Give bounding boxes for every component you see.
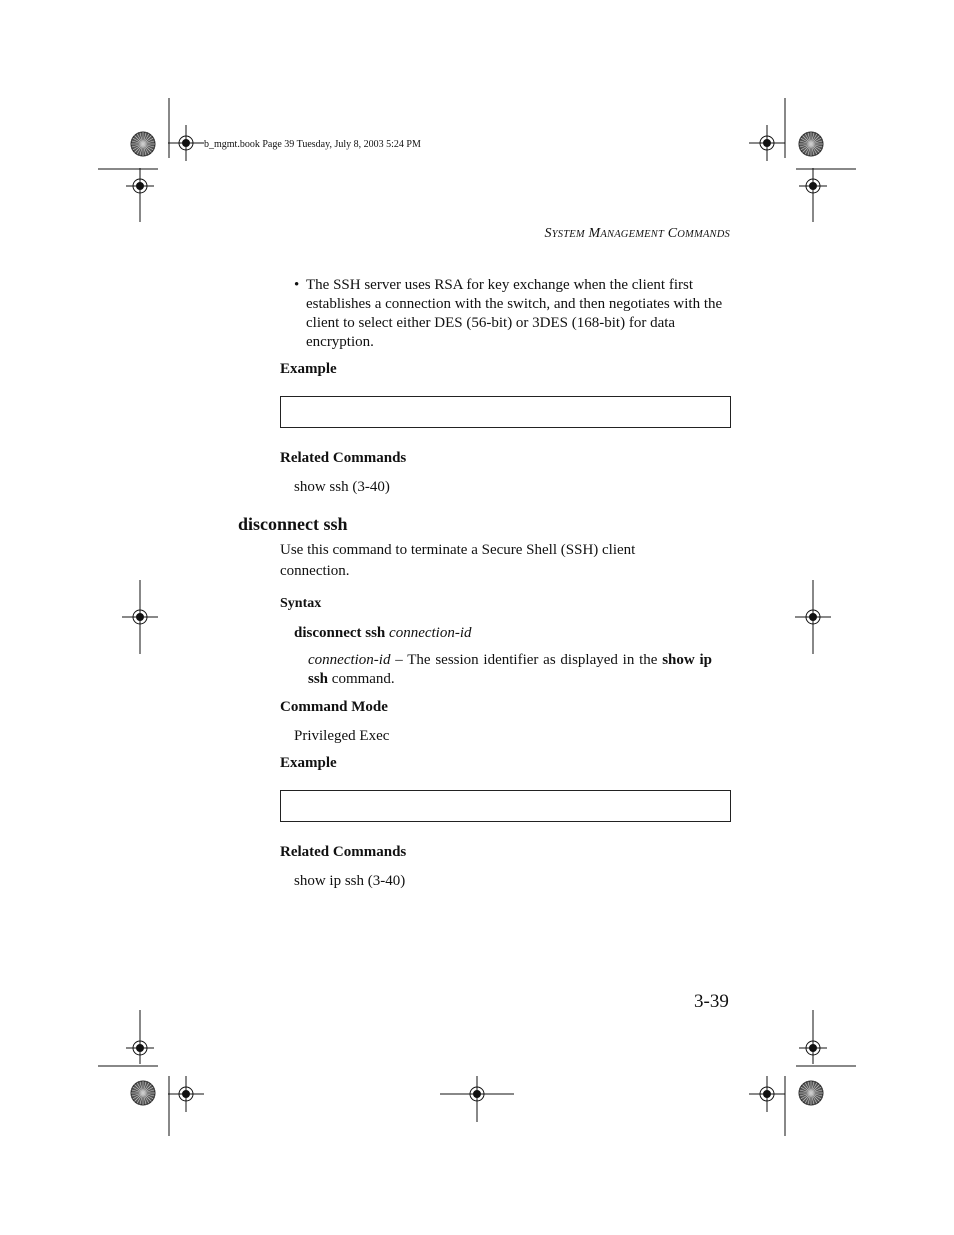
example-heading-1: Example	[280, 361, 337, 377]
example-heading-2: Example	[280, 755, 337, 771]
page-number: 3-39	[694, 991, 729, 1012]
running-head-cap-1: S	[544, 226, 552, 241]
registration-dot	[183, 1091, 190, 1098]
syntax-command: disconnect ssh	[294, 625, 386, 641]
param-desc-after: command.	[328, 671, 395, 687]
bullet-item	[294, 276, 732, 352]
registration-dot	[183, 140, 190, 147]
syntax-heading: Syntax	[280, 596, 322, 611]
param-ref-command: show ip ssh	[308, 652, 712, 687]
running-head-small-3: OMMANDS	[677, 229, 730, 240]
running-head-small-2: ANAGEMENT	[600, 229, 665, 240]
section-title: disconnect ssh	[238, 514, 348, 534]
running-head-cap-2: M	[588, 226, 601, 241]
registration-dot	[764, 1091, 771, 1098]
syntax-line	[294, 623, 472, 644]
registration-dot	[764, 140, 771, 147]
related-commands-heading-1: Related Commands	[280, 450, 407, 466]
example-box-1	[280, 396, 731, 428]
command-mode-value: Privileged Exec	[294, 728, 390, 744]
running-head	[545, 226, 731, 242]
bullet-text: The SSH server uses RSA for key exchange when the client first establishes a connection with the switch, and then negotiates with the client to select either DES (56-bit) or 3DES (168-bit) for data encryption.	[306, 277, 723, 350]
syntax-param: connection-id	[389, 625, 472, 641]
command-mode-heading: Command Mode	[280, 699, 388, 715]
related-commands-heading-2: Related Commands	[280, 844, 407, 860]
running-head-small-1: YSTEM	[551, 229, 585, 240]
param-name: connection-id	[308, 652, 391, 668]
print-header-meta: b_mgmt.book Page 39 Tuesday, July 8, 2003 5:24 PM	[204, 139, 421, 150]
param-desc-before: – The session identifier as displayed in the	[390, 652, 663, 668]
bullet-symbol: •	[294, 277, 300, 293]
parameter-description	[308, 651, 712, 689]
related-command-link-2[interactable]: show ip ssh (3-40)	[294, 873, 406, 889]
related-command-link-1[interactable]: show ssh (3-40)	[294, 479, 390, 495]
example-box-2	[280, 790, 731, 822]
section-intro: Use this command to terminate a Secure Shell (SSH) client connection.	[280, 542, 636, 579]
running-head-cap-3: C	[667, 226, 678, 241]
